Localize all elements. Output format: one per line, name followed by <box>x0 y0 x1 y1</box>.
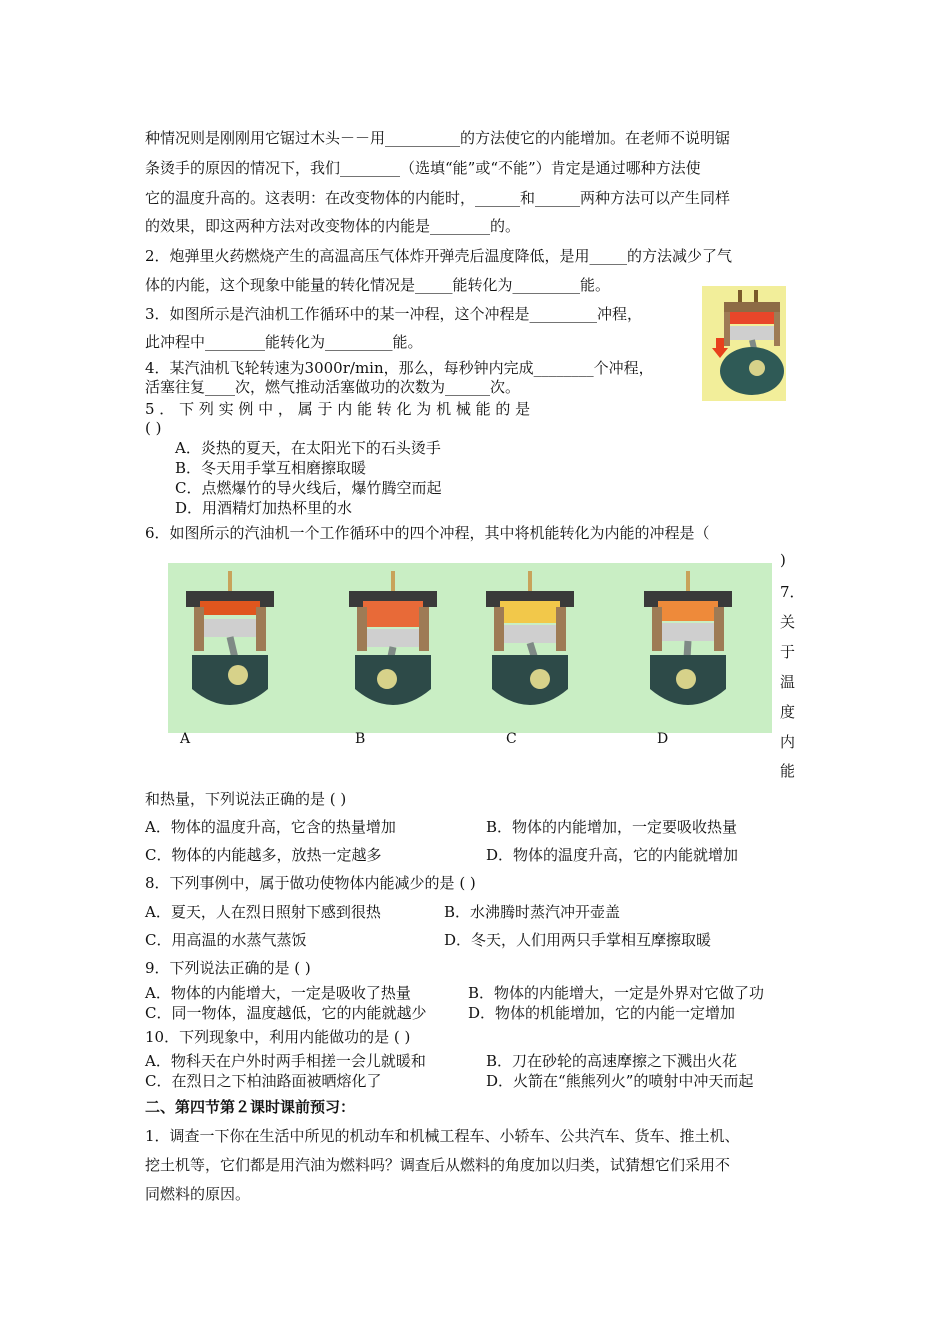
option: D．物体的温度升高，它的内能就增加 <box>486 846 739 864</box>
option: D．物体的机能增加，它的内能一定增加 <box>468 1004 736 1022</box>
text-line: 10．下列现象中，利用内能做功的是 ( ) <box>145 1028 411 1046</box>
text-line: 同燃料的原因。 <box>145 1185 251 1203</box>
text-line: 此冲程中________能转化为_________能。 <box>145 333 423 351</box>
vertical-char: 温 <box>780 673 796 691</box>
text-line: 6．如图所示的汽油机一个工作循环中的四个冲程，其中将机能转化为内能的冲程是（ <box>145 524 710 542</box>
text-line: 体的内能，这个现象中能量的转化情况是_____能转化为_________能。 <box>145 276 611 294</box>
option: B．水沸腾时蒸汽冲开壶盖 <box>444 903 621 921</box>
option: C．在烈日之下柏油路面被晒熔化了 <box>145 1072 382 1090</box>
option: C．点燃爆竹的导火线后，爆竹腾空而起 <box>175 479 442 497</box>
engine-stroke-figure <box>702 286 786 401</box>
vertical-char: 内 <box>780 733 796 751</box>
option: A．物科天在户外时两手相搓一会儿就暖和 <box>145 1052 426 1070</box>
option: A．炎热的夏天，在太阳光下的石头烫手 <box>175 439 441 457</box>
engine-a-figure <box>180 571 280 721</box>
figure-label-b: B <box>355 731 366 747</box>
option: A．物体的温度升高，它含的热量增加 <box>145 818 396 836</box>
option: D．冬天，人们用两只手掌相互摩擦取暖 <box>444 931 712 949</box>
text-line: 8．下列事例中，属于做功使物体内能减少的是 ( ) <box>145 874 476 892</box>
engine-c-figure <box>480 571 580 721</box>
option: B．刀在砂轮的高速摩擦之下溅出火花 <box>486 1052 738 1070</box>
option: A．夏天，人在烈日照射下感到很热 <box>145 903 381 921</box>
text-line: 9．下列说法正确的是 ( ) <box>145 959 311 977</box>
text-line: 1．调查一下你在生活中所见的机动车和机械工程车、小轿车、公共汽车、货车、推土机、 <box>145 1127 740 1145</box>
option: C．同一物体，温度越低，它的内能就越少 <box>145 1004 427 1022</box>
vertical-char: 7． <box>780 583 805 601</box>
text-line: 的效果，即这两种方法对改变物体的内能是________的。 <box>145 217 521 235</box>
option: D．火箭在“熊熊列火”的喷射中冲天而起 <box>486 1072 754 1090</box>
text-line: 挖土机等，它们都是用汽油为燃料吗？调查后从燃料的角度加以归类，试猜想它们采用不 <box>145 1156 731 1174</box>
option: A．物体的内能增大，一定是吸收了热量 <box>145 984 411 1002</box>
text-line: 2．炮弹里火药燃烧产生的高温高压气体炸开弹壳后温度降低，是用_____的方法减少了气 <box>145 247 733 265</box>
figure-label-d: D <box>657 731 669 747</box>
option: B．物体的内能增加，一定要吸收热量 <box>486 818 738 836</box>
four-strokes-figure <box>168 563 772 733</box>
text-line: 它的温度升高的。这表明：在改变物体的内能时，______和______两种方法可以产生同样 <box>145 189 731 207</box>
option: B．物体的内能增大，一定是外界对它做了功 <box>468 984 765 1002</box>
text-line: 4．某汽油机飞轮转速为3000r/min，那么，每秒钟内完成________个冲程， <box>145 359 654 377</box>
text-line: 种情况则是刚刚用它锯过木头－－用__________的方法使它的内能增加。在老师不说明锯 <box>145 129 731 147</box>
vertical-char: 于 <box>780 643 796 661</box>
option: B．冬天用手掌互相磨擦取暖 <box>175 459 367 477</box>
vertical-char: 能 <box>780 762 796 780</box>
engine-b-figure <box>343 571 443 721</box>
option: C．物体的内能越多，放热一定越多 <box>145 846 382 864</box>
text-line: 5 ． 下 列 实 例 中 ， 属 于 内 能 转 化 为 机 械 能 的 是 <box>145 400 531 418</box>
figure-label-a: A <box>180 731 191 747</box>
text-line: 3．如图所示是汽油机工作循环中的某一冲程，这个冲程是_________冲程， <box>145 305 643 323</box>
vertical-char: 关 <box>780 613 796 631</box>
section-heading: 二、第四节第２课时课前预习： <box>145 1098 356 1116</box>
figure-label-c: C <box>506 731 517 747</box>
text-line: 条烫手的原因的情况下，我们________（选填“能”或“不能”）肯定是通过哪种方法使 <box>145 159 701 177</box>
text-line: 活塞往复____次，燃气推动活塞做功的次数为______次。 <box>145 378 521 396</box>
text-line: ( ) <box>145 419 162 437</box>
vertical-char: 度 <box>780 703 796 721</box>
option: C．用高温的水蒸气蒸饭 <box>145 931 307 949</box>
option: D．用酒精灯加热杯里的水 <box>175 499 353 517</box>
vertical-char: ) <box>780 551 786 569</box>
text-line: 和热量，下列说法正确的是 ( ) <box>145 790 347 808</box>
engine-d-figure <box>638 571 738 721</box>
